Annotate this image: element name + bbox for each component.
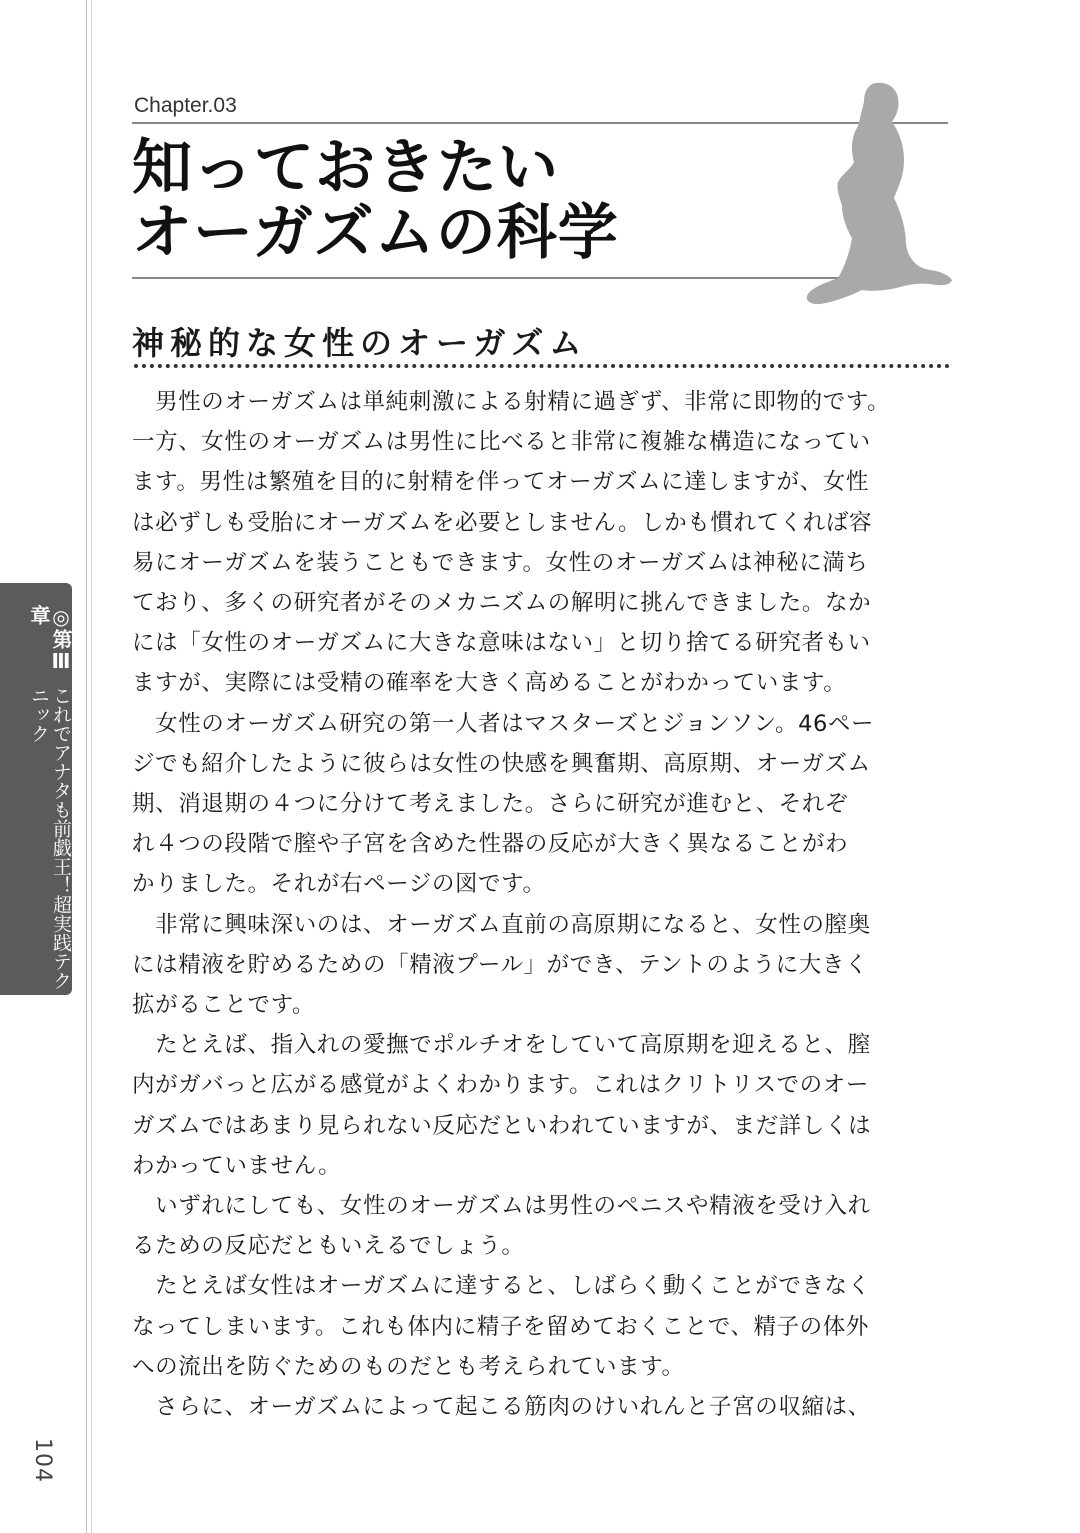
body-line: ており、多くの研究者がそのメカニズムの解明に挑んできました。なか [132, 590, 872, 617]
body-line: 易にオーガズムを装うこともできます。女性のオーガズムは神秘に満ち [132, 549, 869, 576]
section-heading: 神秘的な女性のオーガズム [132, 324, 588, 362]
body-line: 非常に興味深いのは、オーガズム直前の高原期になると、女性の膣奥 [132, 911, 871, 938]
body-line: は必ずしも受胎にオーガズムを必要としません。しかも慣れてくれば容 [132, 509, 873, 536]
body-line: るための反応だともいえるでしょう。 [132, 1233, 525, 1260]
body-line: わかっていません。 [132, 1152, 342, 1179]
body-line: かりました。それが右ページの図です。 [132, 871, 546, 898]
chapter-title-line-2: オーガズムの科学 [132, 198, 619, 268]
body-text [132, 382, 952, 1427]
side-tab-text [0, 583, 72, 995]
chapter-label: Chapter.03 [134, 94, 237, 117]
binding-line-inner [91, 0, 92, 1533]
page-number: 104 [30, 1438, 55, 1483]
body-line: には精液を貯めるための「精液プール」ができ、テントのように大きく [132, 951, 869, 978]
body-line: ジでも紹介したように彼らは女性の快感を興奮期、高原期、オーガズム [132, 750, 871, 777]
body-line: たとえば女性はオーガズムに達すると、しばらく動くことができなく [132, 1273, 871, 1300]
body-line: いずれにしても、女性のオーガズムは男性のペニスや精液を受け入れ [132, 1193, 871, 1220]
side-tab-chapter: ◎第Ⅲ章 [27, 605, 73, 673]
chapter-side-tab [0, 583, 72, 995]
body-line: 期、消退期の４つに分けて考えました。さらに研究が進むと、それぞ [132, 791, 849, 818]
body-line: には「女性のオーガズムに大きな意味はない」と切り捨てる研究者もい [132, 630, 871, 657]
side-tab-subtitle: これでアナタも前戯王！超実践テクニック [28, 686, 72, 991]
binding-line [86, 0, 87, 1533]
body-line: ます。男性は繁殖を目的に射精を伴ってオーガズムに達しますが、女性 [132, 469, 869, 496]
body-line: 一方、女性のオーガズムは男性に比べると非常に複雑な構造になってい [132, 429, 871, 456]
chapter-title [132, 133, 619, 268]
kneeling-woman-silhouette [780, 78, 955, 308]
body-line: さらに、オーガズムによって起こる筋肉のけいれんと子宮の収縮は、 [132, 1394, 871, 1421]
body-line: ガズムではあまり見られない反応だといわれていますが、まだ詳しくは [132, 1112, 872, 1139]
body-line: 内がガバっと広がる感覚がよくわかります。これはクリトリスでのオー [132, 1072, 869, 1099]
chapter-title-line-1: 知っておきたい [132, 133, 559, 203]
body-line: 男性のオーガズムは単純刺激による射精に過ぎず、非常に即物的です。 [132, 389, 891, 415]
body-line: たとえば、指入れの愛撫でポルチオをしていて高原期を迎えると、膣 [132, 1032, 871, 1059]
body-line: なってしまいます。これも体内に精子を留めておくことで、精子の体外 [132, 1313, 869, 1340]
body-line: への流出を防ぐためのものだとも考えられています。 [132, 1353, 685, 1380]
section-dotted-divider [134, 364, 950, 368]
body-line: ますが、実際には受精の確率を大きく高めることがわかっています。 [132, 670, 847, 697]
body-line: れ４つの段階で膣や子宮を含めた性器の反応が大きく異なることがわ [132, 831, 849, 858]
body-line: 拡がることです。 [132, 992, 316, 1019]
body-line: 女性のオーガズム研究の第一人者はマスターズとジョンソン。46ペー [132, 710, 875, 737]
